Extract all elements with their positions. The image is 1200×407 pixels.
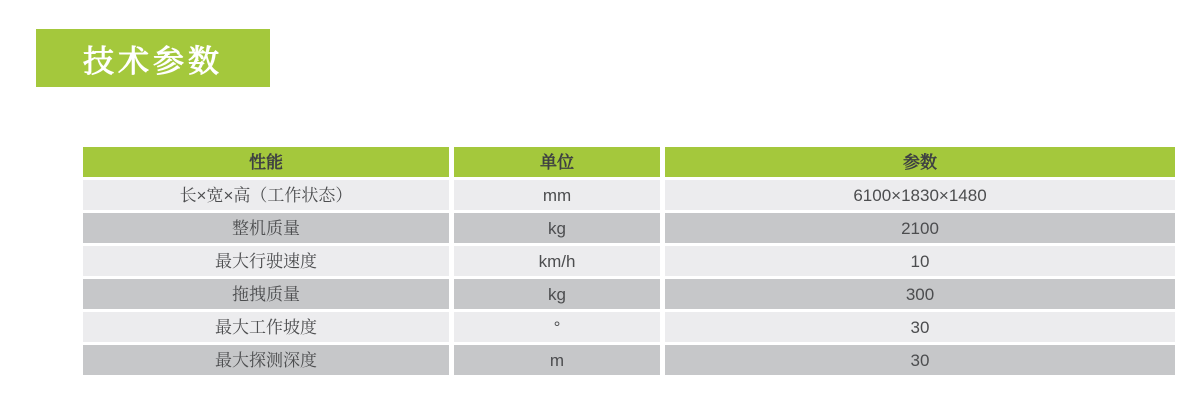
section-title: 技术参数 (83, 43, 223, 79)
table-row (83, 213, 1175, 243)
row-unit-cell: ° (454, 312, 660, 342)
table-row (83, 180, 1175, 210)
column-header-parameter: 参数 (665, 147, 1175, 177)
row-performance-cell: 最大探测深度 (83, 345, 449, 375)
row-unit-cell: kg (454, 213, 660, 243)
section-title-badge (36, 29, 270, 87)
row-performance-cell: 最大工作坡度 (83, 312, 449, 342)
row-unit-cell: mm (454, 180, 660, 210)
row-unit-cell: kg (454, 279, 660, 309)
row-parameter-cell: 2100 (665, 213, 1175, 243)
row-parameter-cell: 30 (665, 345, 1175, 375)
spec-table (83, 147, 1175, 375)
row-parameter-cell: 6100×1830×1480 (665, 180, 1175, 210)
table-row (83, 246, 1175, 276)
column-header-unit: 单位 (454, 147, 660, 177)
table-row (83, 279, 1175, 309)
table-header-row (83, 147, 1175, 177)
row-parameter-cell: 10 (665, 246, 1175, 276)
column-header-performance: 性能 (83, 147, 449, 177)
row-unit-cell: m (454, 345, 660, 375)
table-row (83, 345, 1175, 375)
row-parameter-cell: 300 (665, 279, 1175, 309)
row-performance-cell: 整机质量 (83, 213, 449, 243)
table-row (83, 312, 1175, 342)
row-performance-cell: 拖拽质量 (83, 279, 449, 309)
row-unit-cell: km/h (454, 246, 660, 276)
table-body (83, 180, 1175, 375)
row-parameter-cell: 30 (665, 312, 1175, 342)
row-performance-cell: 长×宽×高（工作状态） (83, 180, 449, 210)
row-performance-cell: 最大行驶速度 (83, 246, 449, 276)
